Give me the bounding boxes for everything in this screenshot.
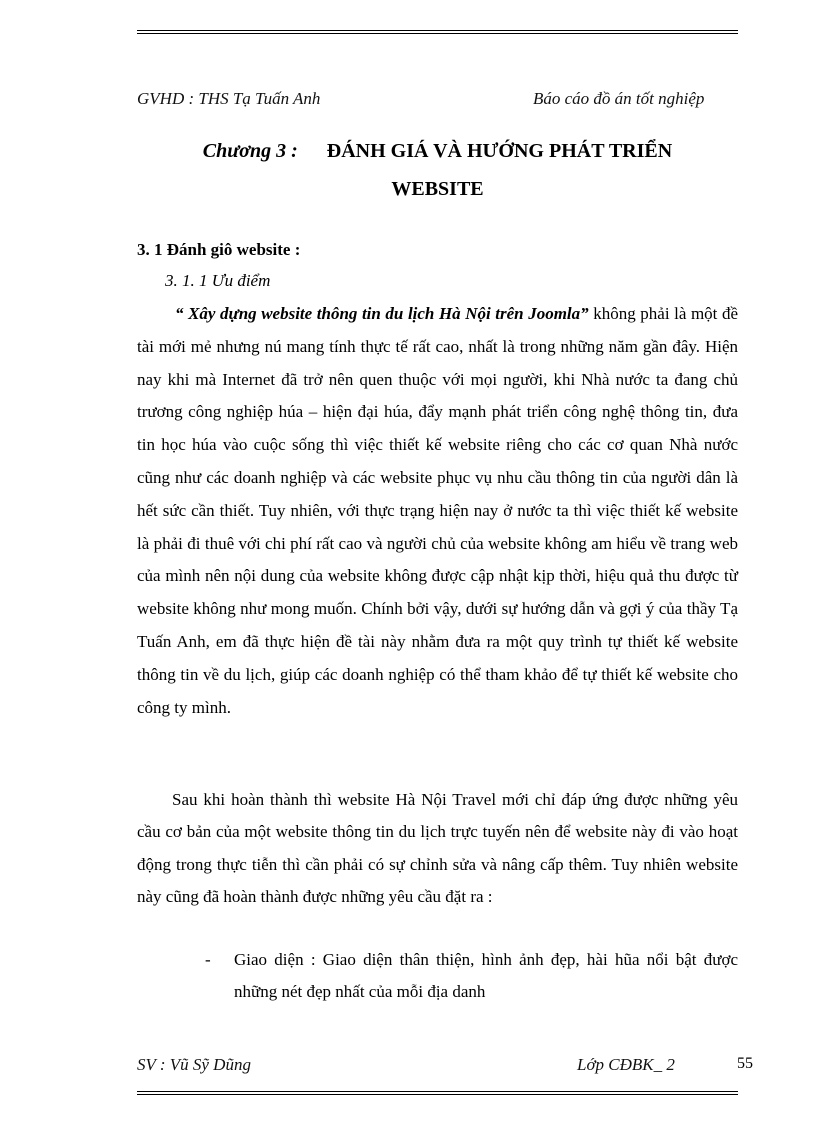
paragraph-advantages: [137, 298, 738, 724]
top-rule: [137, 30, 738, 31]
bottom-rule: [137, 1091, 738, 1092]
chapter-number: Chương 3 :: [202, 140, 298, 162]
footer-class: Lớp CĐBK_ 2: [577, 1055, 675, 1074]
list-item: [205, 944, 738, 1008]
chapter-title: [137, 132, 738, 208]
paragraph-completion: Sau khi hoàn thành thì website Hà Nội Travel mới chỉ đáp ứng được những yêu cầu cơ bản của một website thông tin du lịch trực tuyến nên để website này đi vào hoạt động trong thực tiễn thì cần phải có sự chỉnh sửa và nâng cấp thêm. Tuy nhiên website này cũng đã hoàn thành được những yêu cầu đặt ra :: [137, 790, 738, 907]
bullet-text: Giao diện : Giao diện thân thiện, hình ảnh đẹp, hài hũa nổi bật được những nét đẹp nhất của mỗi địa danh: [234, 950, 738, 1001]
bottom-rule-second: [137, 1094, 738, 1095]
footer-student: SV : Vũ Sỹ Dũng: [137, 1055, 251, 1074]
bullet-marker: -: [205, 950, 211, 969]
header-report-title: Báo cáo đồ án tốt nghiệp: [533, 89, 705, 108]
subsection-heading: 3. 1. 1 Ưu điểm: [165, 271, 271, 290]
section-heading: 3. 1 Đánh giô website :: [137, 240, 301, 259]
page-number: 55: [737, 1055, 753, 1072]
top-rule-second: [137, 33, 738, 34]
header-supervisor: GVHD : THS Tạ Tuấn Anh: [137, 89, 321, 108]
paragraph-advantages-text: không phải là một đề tài mới mẻ nhưng nú mang tính thực tế rất cao, nhất là trong những năm gần đây. Hiện nay khi mà Internet đã trở nên quen thuộc với mọi người, khi Nhà nước ta đang chủ trương công nghiệp húa – hiện đại húa, đẩy mạnh phát triển công nghệ thông tin, đưa tin học húa vào cuộc sống thì việc thiết kế website riêng cho các cơ quan Nhà nước cũng như các doanh nghiệp và các website phục vụ nhu cầu thông tin của người dân là hết sức cần thiết. Tuy nhiên, với thực trạng hiện nay ở nước ta thì việc thiết kế website là phải đi thuê với chi phí rất cao và người chủ của website không am hiểu về trang web của mình nên nội dung của website không được cập nhật kịp thời, hiệu quả thu được từ website không như mong muốn. Chính bởi vậy, dưới sự hướng dẫn và gợi ý của thầy Tạ Tuấn Anh, em đã thực hiện đề tài này nhằm đưa ra một quy trình tự thiết kế website thông tin về du lịch, giúp các doanh nghiệp có thể tham khảo để tự thiết kế website cho công ty mình.: [137, 304, 738, 717]
chapter-title-line1: ĐÁNH GIÁ VÀ HƯỚNG PHÁT TRIỂN: [326, 140, 673, 162]
chapter-title-line2: WEBSITE: [391, 178, 484, 200]
project-title-emphasis: “ Xây dựng website thông tin du lịch Hà Nội trên Joomla”: [175, 304, 589, 323]
